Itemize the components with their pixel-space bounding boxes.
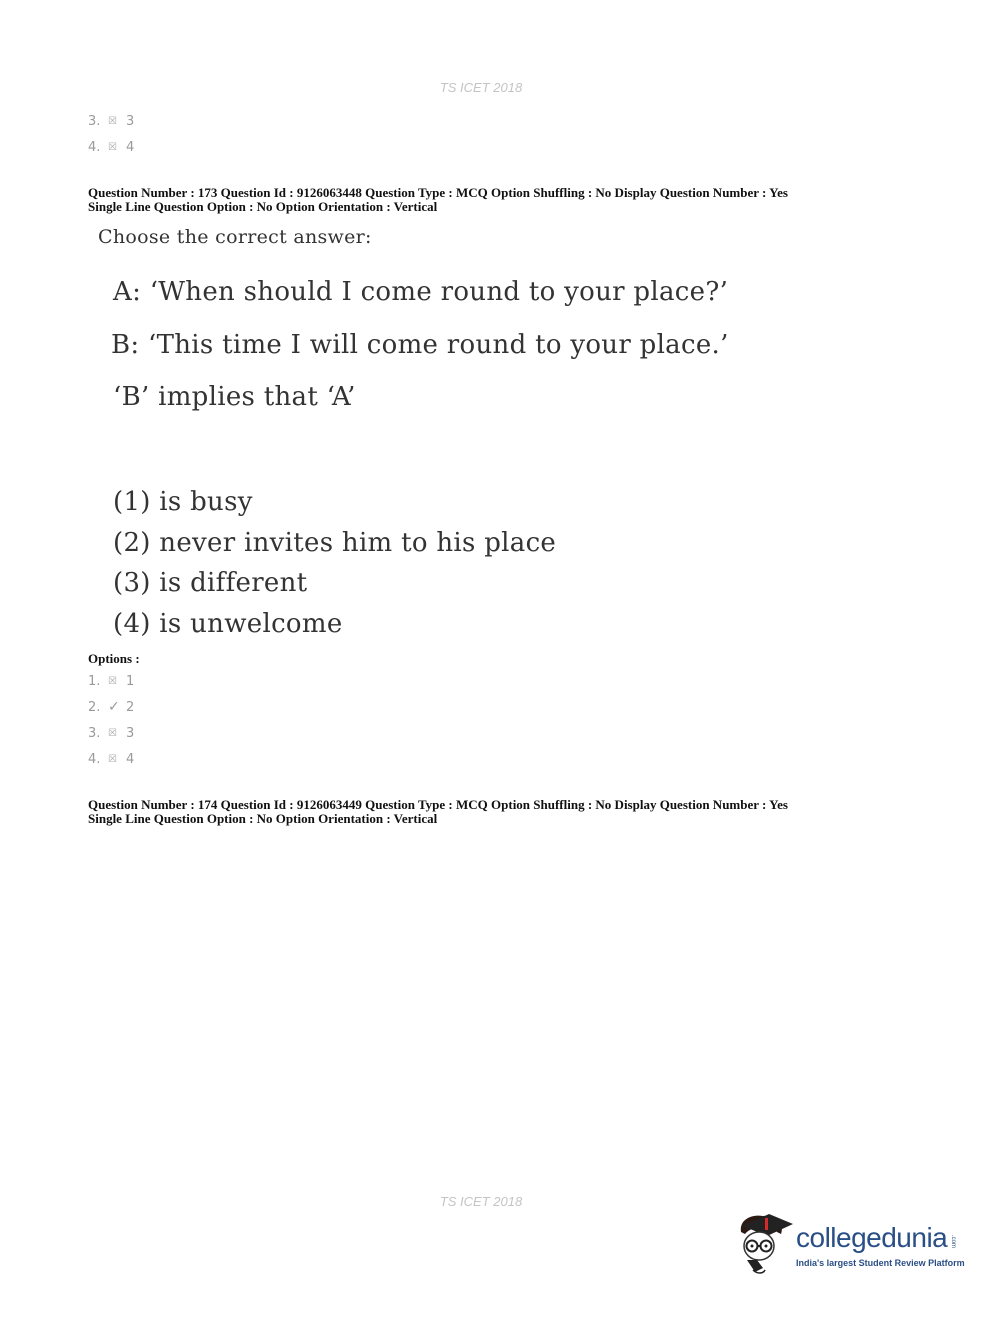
option-number: 4. — [88, 751, 101, 767]
question-meta-line: Question Number : 174 Question Id : 9126063449 Question Type : MCQ Option Shuffling : No Display Question Number : Yes — [88, 797, 788, 812]
cross-icon: ☒ — [108, 753, 117, 765]
logo-tagline: India's largest Student Review Platform — [796, 1258, 965, 1268]
header-watermark: TS ICET 2018 — [439, 80, 523, 95]
question-meta — [88, 798, 888, 826]
check-icon: ✓ — [108, 699, 120, 715]
question-meta — [88, 186, 888, 214]
footer-watermark: TS ICET 2018 — [439, 1194, 523, 1209]
option-value: 3 — [126, 113, 135, 129]
option-row — [88, 113, 134, 129]
option-value: 2 — [126, 699, 135, 715]
option-row — [88, 673, 134, 689]
option-value: 1 — [126, 673, 135, 689]
implication-text: ‘B’ implies that ‘A’ — [113, 382, 356, 412]
option-value: 3 — [126, 725, 135, 741]
cross-icon: ☒ — [108, 141, 117, 153]
question-meta-line: Single Line Question Option : No Option Orientation : Vertical — [88, 811, 438, 826]
cross-icon: ☒ — [108, 115, 117, 127]
option-number: 1. — [88, 673, 101, 689]
options-label: Options : — [88, 651, 140, 666]
option-value: 4 — [126, 139, 135, 155]
collegedunia-mascot-icon — [735, 1210, 797, 1280]
cross-icon: ☒ — [108, 675, 117, 687]
option-number: 3. — [88, 725, 101, 741]
option-number: 3. — [88, 113, 101, 129]
logo-suffix: .com — [950, 1235, 956, 1249]
choice-text: (2) never invites him to his place — [113, 528, 557, 558]
dialogue-b: B: ‘This time I will come round to your place.’ — [111, 330, 729, 360]
dialogue-a: A: ‘When should I come round to your place?’ — [113, 277, 729, 307]
question-instruction: Choose the correct answer: — [98, 226, 372, 248]
option-row — [88, 139, 134, 155]
option-value: 4 — [126, 751, 135, 767]
option-row — [88, 699, 134, 715]
logo-wordmark: collegedunia — [796, 1222, 948, 1253]
option-row — [88, 751, 134, 767]
question-meta-line: Question Number : 173 Question Id : 9126063448 Question Type : MCQ Option Shuffling : No Display Question Number : Yes — [88, 185, 788, 200]
choice-text: (3) is different — [113, 568, 308, 598]
option-row — [88, 725, 134, 741]
option-number: 4. — [88, 139, 101, 155]
choice-text: (4) is unwelcome — [113, 609, 343, 639]
cross-icon: ☒ — [108, 727, 117, 739]
option-number: 2. — [88, 699, 101, 715]
question-meta-line: Single Line Question Option : No Option Orientation : Vertical — [88, 199, 438, 214]
choice-text: (1) is busy — [113, 487, 253, 517]
